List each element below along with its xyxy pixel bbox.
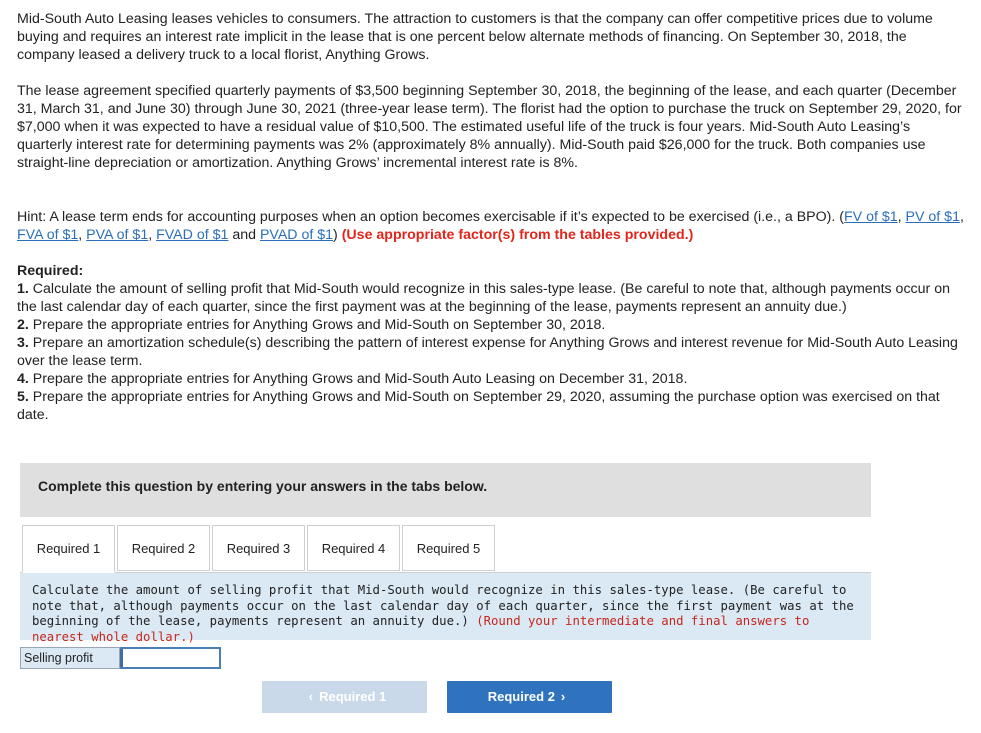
- pvad-of-1-link[interactable]: PVAD of $1: [259, 227, 334, 243]
- separator: ,: [148, 227, 157, 243]
- separator: ): [333, 227, 342, 243]
- chevron-left-icon: ‹: [308, 689, 314, 704]
- tab-required-5[interactable]: Required 5: [402, 525, 495, 571]
- hint-prefix: Hint: A lease term ends for accounting purposes when an option becomes exercisable if it’s expected to be exercised (i.e., a BPO). (: [17, 209, 844, 225]
- required-item-number: 5.: [17, 389, 29, 405]
- selling-profit-input[interactable]: [120, 647, 221, 669]
- separator: and: [228, 227, 260, 243]
- fvad-of-1-link[interactable]: FVAD of $1: [156, 227, 229, 243]
- next-required-button[interactable]: [447, 681, 612, 713]
- required-item: [17, 334, 967, 370]
- rounding-hint: (Round your intermediate and final answers to nearest whole dollar.): [32, 614, 810, 644]
- pva-of-1-link[interactable]: PVA of $1: [86, 227, 149, 243]
- next-button-label: Required 2: [487, 689, 555, 704]
- required-item-text: Calculate the amount of selling profit that Mid-South would recognize in this sales-type lease. (Be careful to note that, although payments occur on the last calendar day of each quarter, since the first payment was at the beginning of the lease, payments represent an annuity due.): [17, 281, 950, 315]
- previous-button-label: Required 1: [319, 689, 387, 704]
- hint-paragraph: [17, 208, 967, 244]
- required-item: [17, 316, 967, 334]
- panel-text: Complete this question by entering your answers in the tabs below.: [38, 478, 488, 494]
- tab-required-2[interactable]: Required 2: [117, 525, 210, 571]
- instruction-text: Calculate the amount of selling profit that Mid-South would recognize in this sales-type lease. (Be careful to note that, although payments occur on the last calendar day of each quarter, since the first payment was at the beginning of the lease, payments represent an annuity due.): [32, 583, 854, 628]
- factor-tables-note: (Use appropriate factor(s) from the tables provided.): [341, 227, 694, 243]
- chevron-right-icon: ›: [560, 689, 566, 704]
- required-item-text: Prepare the appropriate entries for Anything Grows and Mid-South Auto Leasing on December 31, 2018.: [28, 371, 688, 387]
- required-item-number: 1.: [17, 281, 29, 297]
- instructions-panel: [20, 463, 871, 517]
- intro-paragraph-1: Mid-South Auto Leasing leases vehicles to consumers. The attraction to customers is that the company can offer competitive prices due to volume buying and requires an interest rate implicit in the lease that is one percent below alternate methods of financing. On September 30, 2018, the company leased a delivery truck to a local florist, Anything Grows.: [17, 11, 933, 63]
- question-instruction: [20, 573, 871, 644]
- tab-required-1[interactable]: Required 1: [22, 525, 115, 573]
- separator: ,: [897, 209, 906, 225]
- required-item-number: 2.: [17, 317, 29, 333]
- input-marker: [120, 649, 123, 667]
- required-item-number: 3.: [17, 335, 29, 351]
- tab-required-3[interactable]: Required 3: [212, 525, 305, 571]
- required-item-text: Prepare an amortization schedule(s) describing the pattern of interest expense for Anything Grows and interest revenue for Mid-South Auto Leasing over the lease term.: [17, 335, 958, 369]
- required-item: [17, 388, 967, 424]
- required-item-text: Prepare the appropriate entries for Anything Grows and Mid-South on September 30, 2018.: [28, 317, 606, 333]
- separator: ,: [959, 209, 964, 225]
- pv-of-1-link[interactable]: PV of $1: [905, 209, 960, 225]
- required-item: [17, 370, 967, 388]
- previous-required-button[interactable]: [262, 681, 427, 713]
- required-item: [17, 280, 967, 316]
- fva-of-1-link[interactable]: FVA of $1: [17, 227, 79, 243]
- intro-paragraph-2: The lease agreement specified quarterly payments of $3,500 beginning September 30, 2018, the beginning of the lease, and each quarter (December 31, March 31, and June 30) through June 30, 2021 (three-year lease term). The florist had the option to purchase the truck on September 29, 2020, for $7,000 when it was expected to have a residual value of $10,500. The estimated useful life of the truck is four years. Mid-South Auto Leasing’s quarterly interest rate for determining payments was 2% (approximately 8% annually). Mid-South paid $26,000 for the truck. Both companies use straight-line depreciation or amortization. Anything Grows’ incremental interest rate is 8%.: [17, 83, 962, 171]
- required-item-number: 4.: [17, 371, 29, 387]
- required-section: [17, 262, 967, 424]
- required-item-text: Prepare the appropriate entries for Anything Grows and Mid-South on September 29, 2020, assuming the purchase option was exercised on that date.: [17, 389, 940, 423]
- fv-of-1-link[interactable]: FV of $1: [844, 209, 898, 225]
- separator: ,: [78, 227, 87, 243]
- selling-profit-label: Selling profit: [20, 647, 120, 669]
- required-heading: Required:: [17, 263, 84, 279]
- tab-required-4[interactable]: Required 4: [307, 525, 400, 571]
